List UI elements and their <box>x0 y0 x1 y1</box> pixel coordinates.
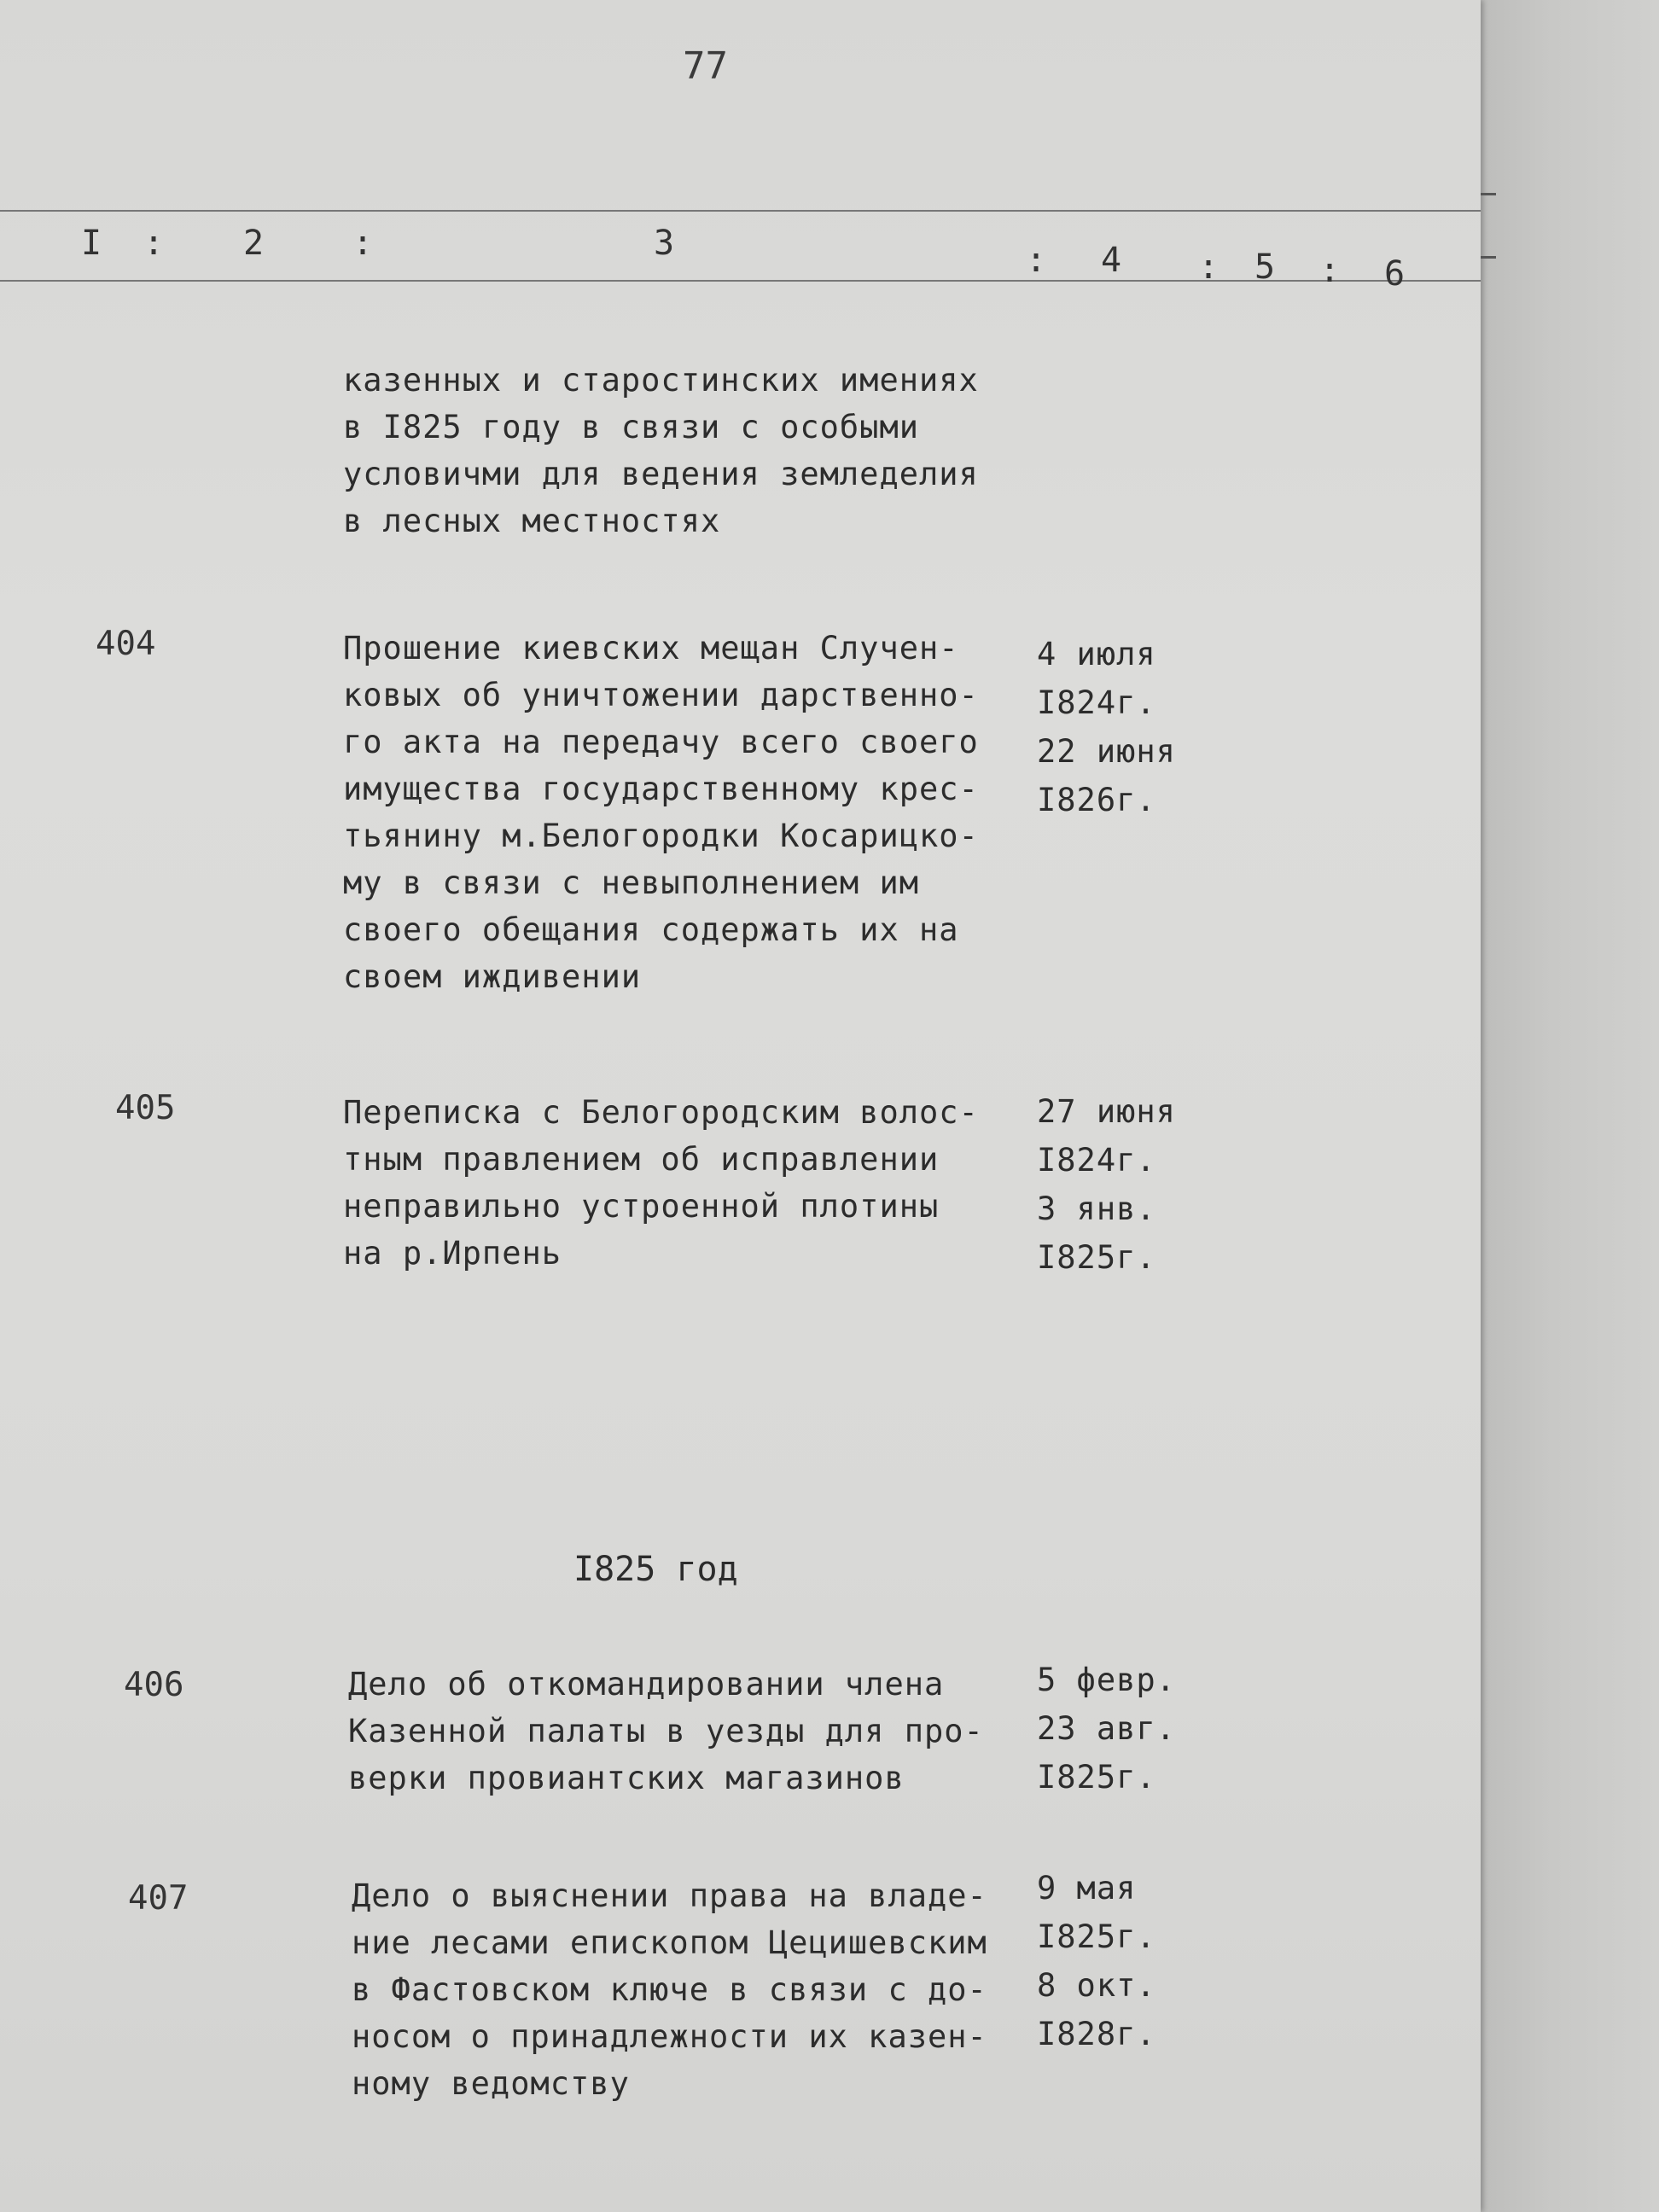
text-line: Переписка с Белогородским волос- <box>343 1094 979 1131</box>
column-head-3: 3 <box>654 224 675 263</box>
date-line: 8 окт. <box>1037 1967 1156 2004</box>
column-head-5: 5 <box>1254 247 1276 287</box>
column-separator: : <box>352 224 374 263</box>
date-line: 4 июля <box>1037 636 1156 672</box>
column-separator: : <box>143 224 165 263</box>
text-line: своем иждивении <box>343 958 642 995</box>
header-top-rule <box>0 210 1481 212</box>
edge-tick <box>1481 193 1496 195</box>
column-separator: : <box>1198 247 1220 287</box>
text-line: Казенной палаты в уезды для про- <box>348 1713 984 1749</box>
entry-number: 404 <box>96 625 156 663</box>
text-line: в лесных местностях <box>343 503 721 539</box>
date-line: 27 июня <box>1037 1093 1176 1130</box>
text-line: тным правлением об исправлении <box>343 1141 940 1178</box>
date-line: 5 февр. <box>1037 1662 1176 1698</box>
date-line: I828г. <box>1037 2016 1156 2052</box>
text-line: го акта на передачу всего своего <box>343 724 979 760</box>
entry-dates <box>1037 1087 1176 1282</box>
date-line: I824г. <box>1037 684 1156 721</box>
text-line: казенных и старостинских имениях <box>343 362 979 399</box>
text-line: му в связи с невыполнением им <box>343 864 920 901</box>
text-line: своего обещания содержать их на <box>343 911 959 948</box>
column-separator: : <box>1026 241 1047 280</box>
date-line: I825г. <box>1037 1918 1156 1955</box>
text-line: условичми для ведения земледелия <box>343 456 979 492</box>
date-line: I825г. <box>1037 1239 1156 1276</box>
text-line: ному ведомству <box>352 2065 630 2102</box>
text-line: на р.Ирпень <box>343 1235 562 1272</box>
column-head-6: 6 <box>1384 254 1406 294</box>
text-line: Прошение киевских мещан Случен- <box>343 630 959 667</box>
date-line: 3 янв. <box>1037 1190 1156 1227</box>
text-line: неправильно устроенной плотины <box>343 1188 940 1225</box>
column-head-4: 4 <box>1101 241 1122 280</box>
entry-number: 405 <box>115 1089 176 1127</box>
date-line: 22 июня <box>1037 733 1176 770</box>
date-line: 23 авг. <box>1037 1710 1176 1747</box>
text-line: тьянину м.Белогородки Косарицко- <box>343 818 979 854</box>
entry-description <box>348 1661 984 1802</box>
text-line: верки провиантских магазинов <box>348 1760 905 1796</box>
entry-dates <box>1037 630 1176 824</box>
text-line: в I825 году в связи с особыми <box>343 409 920 445</box>
page-number: 77 <box>683 44 728 88</box>
date-line: I826г. <box>1037 782 1156 818</box>
text-line: в Фастовском ключе в связи с до- <box>352 1971 987 2008</box>
entry-description <box>352 1872 987 2107</box>
entry-number: 406 <box>124 1666 184 1704</box>
column-head-2: 2 <box>243 224 265 263</box>
column-head-1: I <box>81 224 102 263</box>
text-line: Дело о выяснении права на владе- <box>352 1877 987 1914</box>
text-line: ковых об уничтожении дарственно- <box>343 677 979 713</box>
entry-number: 407 <box>128 1879 189 1918</box>
entry-description <box>343 1089 979 1277</box>
text-line: имущества государственному крес- <box>343 771 979 807</box>
entry-description <box>343 625 979 1000</box>
text-line: носом о принадлежности их казен- <box>352 2018 987 2055</box>
date-line: I824г. <box>1037 1142 1156 1179</box>
date-line: I825г. <box>1037 1759 1156 1796</box>
entry-dates <box>1037 1864 1156 2058</box>
text-line: Дело об откомандировании члена <box>348 1666 945 1703</box>
underlying-sheet <box>1481 0 1659 2212</box>
continuation-text <box>343 357 979 544</box>
entry-dates <box>1037 1656 1176 1802</box>
date-line: 9 мая <box>1037 1870 1137 1906</box>
section-heading: I825 год <box>573 1550 738 1589</box>
text-line: ние лесами епископом Цецишевским <box>352 1924 987 1961</box>
edge-tick <box>1481 256 1496 259</box>
column-separator: : <box>1319 251 1341 290</box>
